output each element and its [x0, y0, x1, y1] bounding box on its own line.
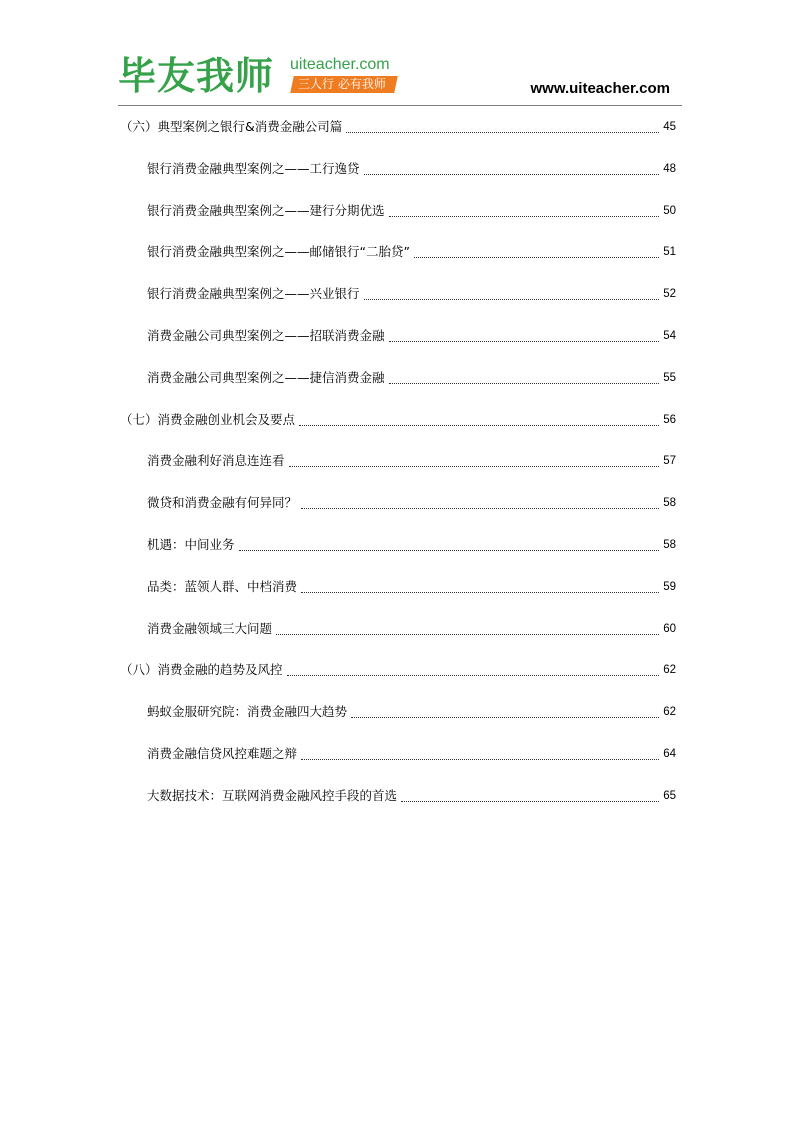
toc-entry-title: 银行消费金融典型案例之——邮储银行“二胎贷” — [147, 244, 410, 260]
toc-page-number: 60 — [663, 622, 676, 635]
toc-dot-leader — [389, 329, 660, 342]
toc-dot-leader — [289, 454, 660, 467]
toc-page-number: 58 — [663, 539, 676, 551]
toc-page-number: 48 — [663, 162, 676, 175]
toc-entry-title: 品类：蓝领人群、中档消费 — [147, 578, 298, 594]
header-divider — [118, 105, 682, 106]
toc-page-number: 51 — [663, 246, 676, 259]
toc-dot-leader — [239, 538, 660, 551]
toc-page-number: 57 — [663, 455, 676, 468]
toc-subsection-entry[interactable] — [147, 534, 676, 556]
toc-subsection-entry[interactable] — [147, 283, 676, 305]
toc-dot-leader — [301, 496, 659, 509]
toc-subsection-entry[interactable] — [147, 743, 676, 765]
toc-dot-leader — [276, 622, 659, 635]
logo-slogan-banner — [290, 76, 397, 93]
toc-dot-leader — [389, 371, 660, 384]
toc-entry-title: （七）消费金融创业机会及要点 — [120, 411, 296, 427]
toc-page-number: 54 — [663, 330, 676, 342]
toc-dot-leader — [301, 580, 659, 593]
toc-subsection-entry[interactable] — [147, 367, 676, 389]
toc-page-number: 56 — [663, 413, 676, 426]
toc-page-number: 65 — [663, 789, 676, 802]
toc-section-entry[interactable] — [120, 409, 676, 431]
toc-subsection-entry[interactable] — [147, 492, 676, 514]
toc-entry-title: 银行消费金融典型案例之——建行分期优选 — [147, 202, 385, 218]
toc-subsection-entry[interactable] — [147, 200, 676, 222]
toc-entry-title: 消费金融公司典型案例之——捷信消费金融 — [147, 369, 385, 385]
toc-subsection-entry[interactable] — [147, 618, 676, 640]
toc-entry-title: 消费金融利好消息连连看 — [147, 453, 285, 469]
toc-subsection-entry[interactable] — [147, 701, 676, 723]
toc-subsection-entry[interactable] — [147, 241, 676, 263]
toc-subsection-entry[interactable] — [147, 576, 676, 598]
toc-entry-title: （八）消费金融的趋势及风控 — [120, 662, 283, 678]
toc-dot-leader — [351, 705, 659, 718]
toc-page-number: 55 — [663, 371, 676, 384]
toc-subsection-entry[interactable] — [147, 325, 676, 347]
toc-dot-leader — [389, 204, 660, 217]
site-url[interactable]: www.uiteacher.com — [530, 80, 670, 97]
toc-page-number: 45 — [663, 121, 676, 133]
toc-page-number: 50 — [663, 204, 676, 217]
toc-dot-leader — [287, 663, 660, 676]
toc-dot-leader — [299, 413, 659, 426]
toc-subsection-entry[interactable] — [147, 785, 676, 807]
toc-page-number: 59 — [663, 580, 676, 593]
logo-domain: uiteacher.com — [290, 56, 390, 73]
toc-dot-leader — [401, 789, 659, 802]
toc-entry-title: 银行消费金融典型案例之——工行逸贷 — [147, 160, 360, 176]
toc-entry-title: 消费金融公司典型案例之——招联消费金融 — [147, 328, 385, 343]
page-header — [118, 52, 682, 106]
toc-entry-title: 机遇：中间业务 — [147, 537, 235, 552]
toc-entry-title: 微贷和消费金融有何异同？ — [147, 495, 298, 511]
logo-chinese: 毕友我师 — [118, 54, 275, 98]
toc-dot-leader — [364, 162, 660, 175]
toc-dot-leader — [346, 120, 659, 133]
toc-entry-title: 银行消费金融典型案例之——兴业银行 — [147, 286, 360, 302]
toc-section-entry[interactable] — [120, 116, 676, 138]
toc-entry-title: 消费金融信贷风控难题之辩 — [147, 746, 298, 761]
toc-dot-leader — [414, 245, 659, 258]
toc-page-number: 52 — [663, 288, 676, 301]
toc-subsection-entry[interactable] — [147, 450, 676, 472]
toc-entry-title: 蚂蚁金服研究院：消费金融四大趋势 — [147, 704, 348, 720]
toc-entry-title: 消费金融领域三大问题 — [147, 620, 273, 636]
logo-slogan: 三人行 必有我师 — [298, 77, 386, 91]
toc-dot-leader — [301, 747, 659, 760]
toc-page-number: 62 — [663, 664, 676, 677]
toc-section-entry[interactable] — [120, 659, 676, 681]
toc-entry-title: 大数据技术：互联网消费金融风控手段的首选 — [147, 787, 398, 803]
toc-page-number: 62 — [663, 706, 676, 719]
toc-entry-title: （六）典型案例之银行&消费金融公司篇 — [120, 119, 343, 134]
toc-dot-leader — [364, 287, 660, 300]
toc-subsection-entry[interactable] — [147, 158, 676, 180]
toc-page-number: 58 — [663, 497, 676, 510]
toc-page-number: 64 — [663, 748, 676, 760]
